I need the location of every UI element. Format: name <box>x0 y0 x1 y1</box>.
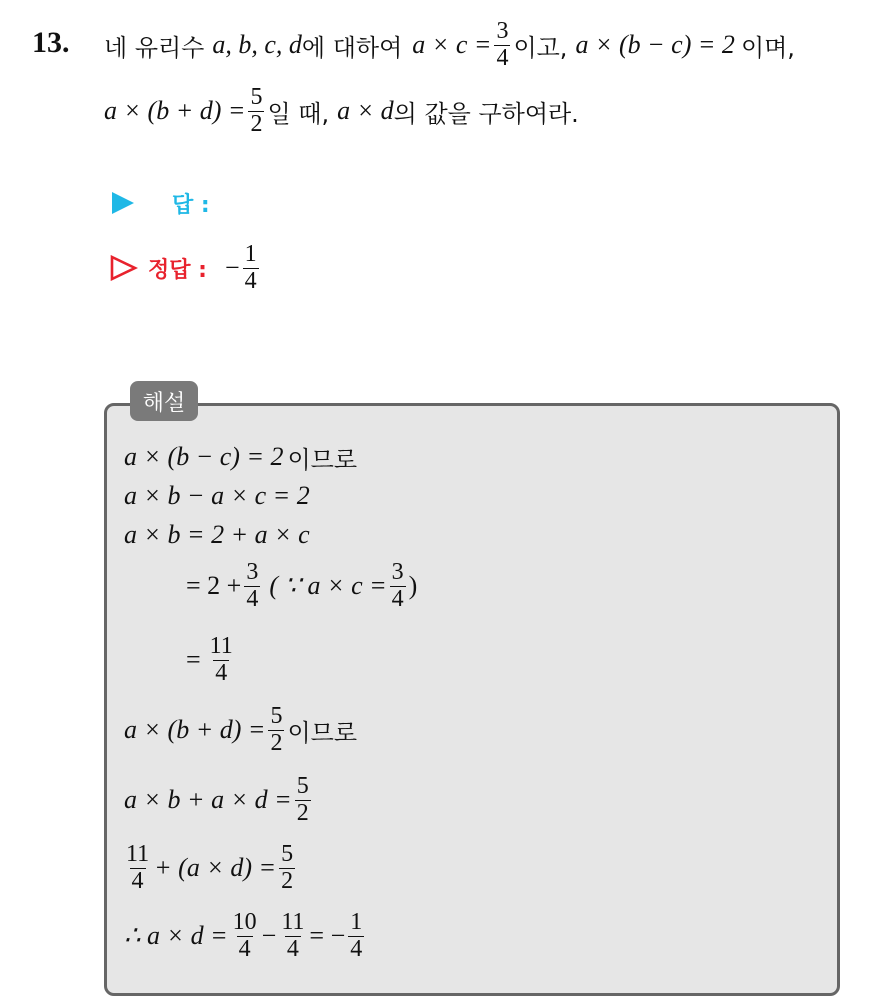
close-paren: ) <box>408 571 418 600</box>
fraction <box>248 85 264 136</box>
math-expression: a × b + a × d = <box>124 785 292 814</box>
solution-text: 이므로 <box>287 445 358 474</box>
numerator: 11 <box>126 841 150 868</box>
numerator: 5 <box>296 773 309 800</box>
solution-tag: 해설 <box>130 381 198 421</box>
answer-sign: − <box>224 253 240 282</box>
numerator: 3 <box>496 18 509 45</box>
solution-line-8 <box>124 836 298 900</box>
math-expression: a × b = 2 + a × c <box>124 520 310 549</box>
numerator: 5 <box>250 84 263 111</box>
solution-line-1 <box>124 438 357 476</box>
because-expression: ( ∵ a × c = <box>269 571 387 600</box>
solution-line-4 <box>186 554 417 618</box>
solution-line-6 <box>124 698 357 762</box>
math-expression: a × (b − c) = 2 <box>124 442 284 471</box>
fraction <box>494 19 510 70</box>
math-expression: a × (b + d) = <box>124 715 266 744</box>
problem-text: 이며, <box>740 33 795 62</box>
correct-answer-label: 정답 : <box>148 257 207 283</box>
numerator: 10 <box>232 909 257 936</box>
fraction <box>279 910 306 961</box>
outline-play-icon <box>110 255 138 281</box>
fraction <box>244 560 260 611</box>
fraction <box>268 704 284 755</box>
numerator: 11 <box>281 909 305 936</box>
problem-text: 에 대하여 <box>301 33 403 62</box>
math-expression: a × c = <box>412 30 492 59</box>
denominator: 4 <box>350 935 363 962</box>
math-expression: + (a × d) = <box>154 853 277 882</box>
denominator: 4 <box>286 935 299 962</box>
denominator: 4 <box>246 585 259 612</box>
solution-text: 이므로 <box>287 718 358 747</box>
denominator: 2 <box>250 110 263 137</box>
fraction <box>279 842 295 893</box>
math-expression: ∴ a × d = <box>124 921 228 950</box>
numerator: 5 <box>270 703 283 730</box>
solution-line-2 <box>124 477 310 515</box>
answer-label: 답 : <box>172 192 210 218</box>
answer-fraction <box>243 242 259 293</box>
numerator: 11 <box>209 633 233 660</box>
problem-line-2 <box>104 80 579 142</box>
minus-sign: − <box>261 921 277 950</box>
numerator: 1 <box>350 909 363 936</box>
problem-text: 의 값을 구하여라. <box>393 99 579 128</box>
equals-negative: = − <box>309 921 346 950</box>
denominator: 4 <box>131 867 144 894</box>
numerator: 3 <box>391 559 404 586</box>
fraction <box>348 910 364 961</box>
solution-line-9 <box>124 904 367 968</box>
math-expression: = <box>186 645 201 674</box>
math-expression: a × d <box>337 96 394 125</box>
problem-text: 이고, <box>513 33 568 62</box>
correct-answer-row <box>110 240 262 296</box>
fraction <box>295 774 311 825</box>
math-expression: a × (b − c) = 2 <box>575 30 735 59</box>
denominator: 4 <box>238 935 251 962</box>
problem-line-1 <box>104 14 795 76</box>
fraction <box>124 842 151 893</box>
solution-line-3 <box>124 516 310 554</box>
numerator: 3 <box>246 559 259 586</box>
fraction <box>208 634 235 685</box>
fraction <box>390 560 406 611</box>
denominator: 4 <box>244 267 257 294</box>
numerator: 1 <box>244 241 257 268</box>
numerator: 5 <box>281 841 294 868</box>
denominator: 2 <box>270 729 283 756</box>
denominator: 4 <box>496 44 509 71</box>
math-expression: a × b − a × c = 2 <box>124 481 310 510</box>
denominator: 4 <box>215 659 228 686</box>
solution-line-7 <box>124 768 314 832</box>
math-expression: a × (b + d) = <box>104 96 246 125</box>
denominator: 2 <box>281 867 294 894</box>
fraction <box>231 910 259 961</box>
problem-text: 네 유리수 <box>104 33 205 62</box>
problem-text: 일 때, <box>267 99 330 128</box>
play-icon <box>110 191 136 215</box>
solution-line-5 <box>186 628 238 692</box>
answer-row <box>110 186 210 220</box>
problem-number: 13. <box>32 26 70 59</box>
problem-vars: a, b, c, d <box>212 30 302 59</box>
denominator: 4 <box>391 585 404 612</box>
math-expression: = 2 + <box>186 571 242 600</box>
denominator: 2 <box>296 799 309 826</box>
